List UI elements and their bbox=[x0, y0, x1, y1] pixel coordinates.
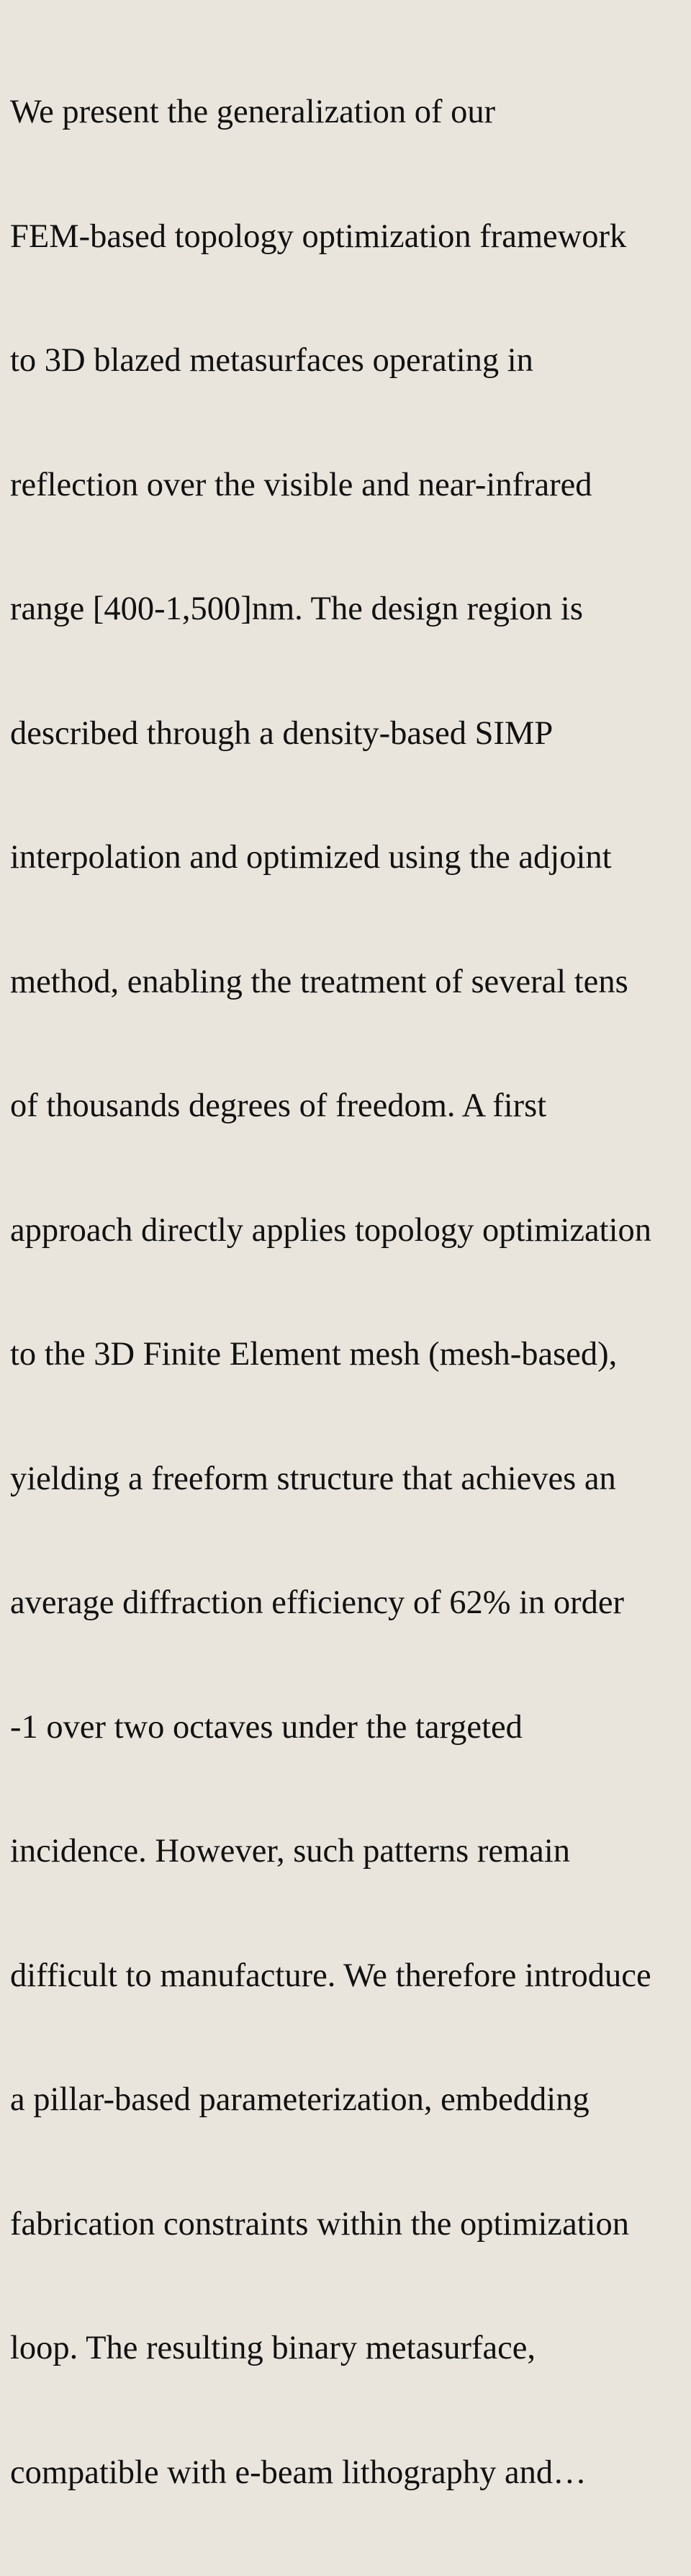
text-line: a pillar-based parameterization, embedding bbox=[10, 2081, 590, 2118]
abstract-text bbox=[10, 9, 691, 2576]
text-line: to the 3D Finite Element mesh (mesh-based), bbox=[10, 1336, 618, 1373]
text-line: compatible with e-beam lithography and… bbox=[10, 2454, 587, 2491]
text-line: incidence. However, such patterns remain bbox=[10, 1833, 570, 1870]
text-line: of thousands degrees of freedom. A first bbox=[10, 1087, 547, 1124]
text-line: to 3D blazed metasurfaces operating in bbox=[10, 342, 533, 379]
text-line: fabrication constraints within the optimization bbox=[10, 2205, 630, 2243]
text-line: -1 over two octaves under the targeted bbox=[10, 1708, 523, 1746]
text-line: described through a density-based SIMP bbox=[10, 714, 554, 752]
text-line: range [400-1,500]nm. The design region is bbox=[10, 591, 583, 627]
text-line: difficult to manufacture. We therefore introduce bbox=[10, 1957, 651, 1994]
text-line: approach directly applies topology optimization bbox=[10, 1211, 652, 1249]
text-line: reflection over the visible and near-infrared bbox=[10, 466, 592, 503]
text-line: We present the generalization of our bbox=[10, 94, 496, 130]
text-line: FEM-based topology optimization framework bbox=[10, 217, 627, 255]
text-line: yielding a freeform structure that achieves an bbox=[10, 1460, 616, 1497]
text-line: average diffraction efficiency of 62% in order bbox=[10, 1584, 624, 1621]
text-line: interpolation and optimized using the adjoint bbox=[10, 839, 612, 876]
text-line: method, enabling the treatment of several tens bbox=[10, 963, 628, 1000]
text-line: loop. The resulting binary metasurface, bbox=[10, 2330, 536, 2366]
